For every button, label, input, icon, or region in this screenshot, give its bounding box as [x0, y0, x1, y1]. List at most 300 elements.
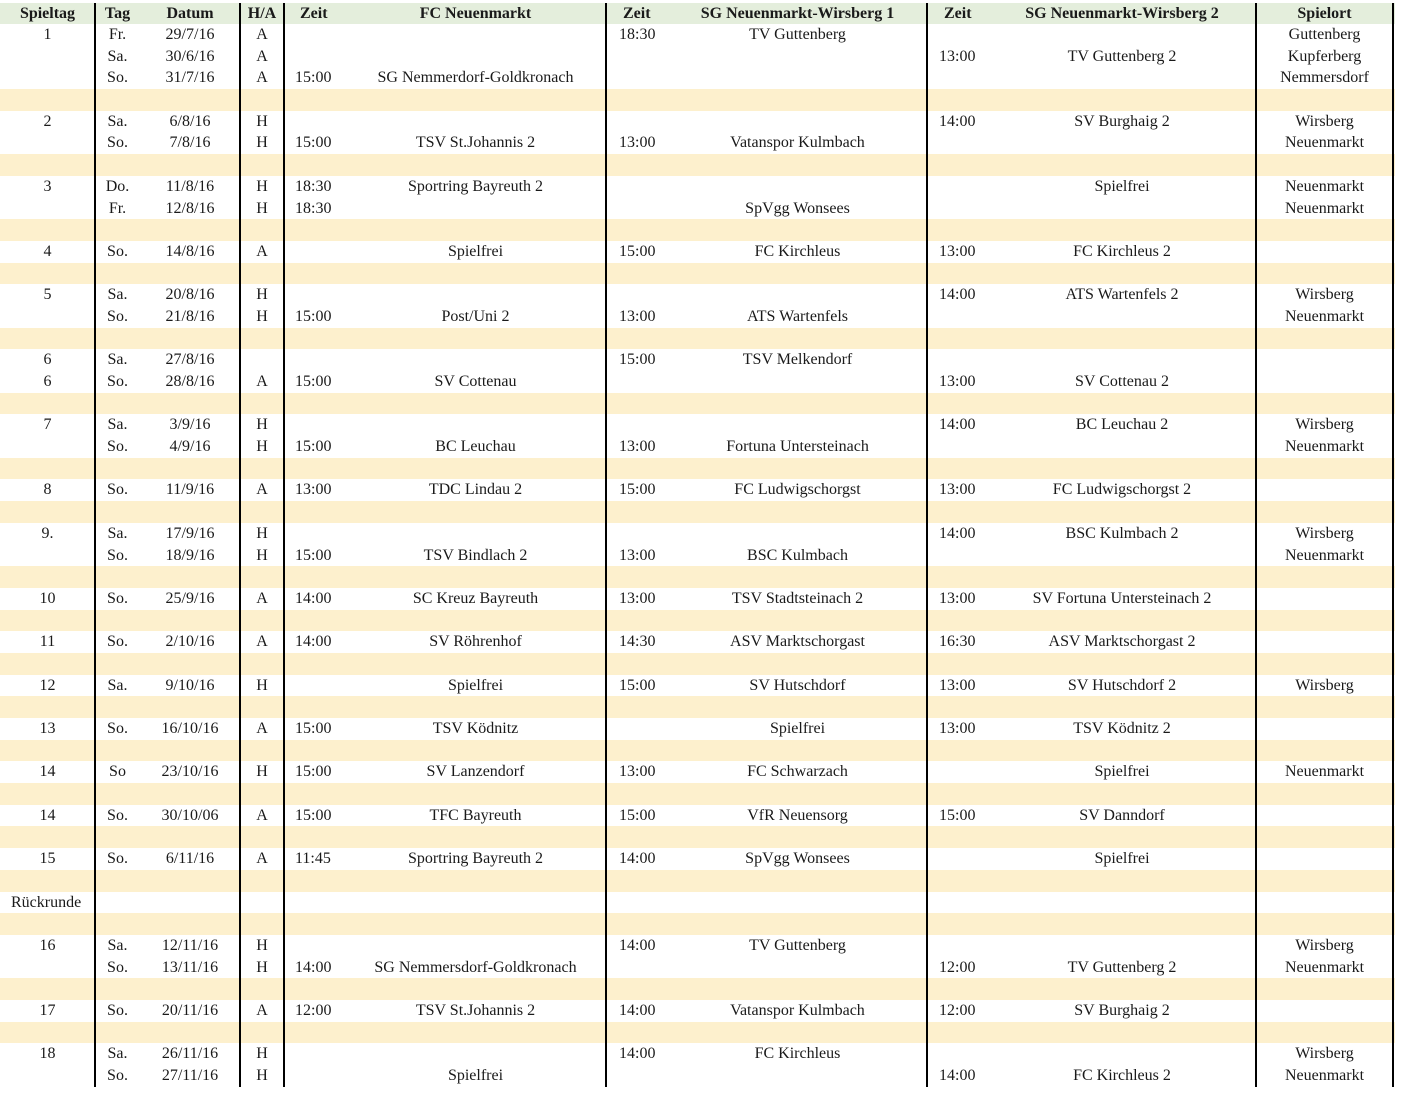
- cell-heim-auswaerts: H: [256, 134, 268, 152]
- separator-row: [0, 913, 1395, 935]
- cell-spielort: Wirsberg: [1295, 936, 1354, 954]
- cell-zeit-fc: [284, 1065, 344, 1087]
- cell-tag: So.: [107, 481, 128, 499]
- cell-spielort: [1256, 349, 1393, 371]
- cell-tag-datum: [95, 284, 240, 306]
- cell-gegner-fc: [344, 46, 607, 68]
- cell-gegner-sg1: Vatanspor Kulmbach: [730, 134, 865, 152]
- separator-row: [0, 783, 1395, 805]
- cell-spieltag: [0, 46, 95, 68]
- cell-spielort: Wirsberg: [1295, 676, 1354, 694]
- cell-datum: 11/9/16: [165, 481, 215, 499]
- cell-spieltag: 15: [39, 850, 56, 868]
- cell-zeit-sg1: 14:00: [619, 936, 656, 954]
- separator-row: [0, 870, 1395, 892]
- cell-gegner-fc: BC Leuchau: [435, 438, 516, 456]
- cell-tag: So.: [107, 850, 128, 868]
- cell-gegner-sg1: [667, 371, 928, 393]
- cell-heim-auswaerts: H: [256, 286, 268, 304]
- cell-spielort: Wirsberg: [1295, 416, 1354, 434]
- cell-zeit-sg2: 12:00: [939, 958, 976, 976]
- cell-spielort: [1256, 805, 1393, 827]
- cell-spieltag: 4: [43, 242, 52, 260]
- cell-spieltag: 9.: [41, 524, 54, 542]
- table-row: [0, 957, 1395, 979]
- cell-heim-auswaerts: H: [256, 112, 268, 130]
- cell-zeit-sg1: 13:00: [619, 438, 656, 456]
- cell-spieltag: 6: [43, 351, 52, 369]
- separator-row: [0, 1022, 1395, 1044]
- cell-gegner-fc: [344, 284, 607, 306]
- cell-gegner-fc: [344, 1043, 607, 1065]
- cell-zeit-sg1: [607, 284, 667, 306]
- cell-gegner-fc: [344, 349, 607, 371]
- cell-gegner-sg1: [667, 523, 928, 545]
- cell-gegner-sg1: TSV Melkendorf: [742, 351, 853, 369]
- cell-tag-datum: [95, 545, 240, 567]
- cell-tag: Sa.: [107, 112, 128, 130]
- table-row: [0, 414, 1395, 436]
- cell-gegner-fc: [344, 414, 607, 436]
- cell-tag-datum: [95, 67, 240, 89]
- cell-gegner-sg2: [988, 67, 1256, 89]
- cell-tag-datum: [95, 523, 240, 545]
- header-zeit-2: Zeit: [623, 5, 651, 22]
- cell-gegner-sg2: [988, 24, 1256, 46]
- header-ha: H/A: [247, 5, 277, 22]
- cell-tag-datum: [95, 198, 240, 220]
- cell-zeit-sg2: 14:00: [939, 112, 976, 130]
- cell-zeit-sg1: 14:00: [619, 1001, 656, 1019]
- cell-gegner-sg2: ATS Wartenfels 2: [1065, 286, 1179, 304]
- section-row: [0, 892, 1395, 914]
- cell-zeit-sg2: 13:00: [939, 589, 976, 607]
- cell-heim-auswaerts: A: [256, 1001, 268, 1019]
- cell-gegner-fc: TSV St.Johannis 2: [415, 134, 536, 152]
- cell-datum: 31/7/16: [165, 69, 215, 87]
- cell-tag-datum: [95, 349, 240, 371]
- cell-gegner-sg1: ASV Marktschorgast: [730, 633, 865, 651]
- cell-gegner-sg1: [667, 1065, 928, 1087]
- cell-zeit-fc: [284, 414, 344, 436]
- cell-gegner-sg2: ASV Marktschorgast 2: [1048, 633, 1196, 651]
- cell-gegner-fc: TSV St.Johannis 2: [415, 1001, 536, 1019]
- header-zeit-1: Zeit: [300, 5, 328, 22]
- cell-spielort: Neuenmarkt: [1284, 1067, 1365, 1084]
- separator-row: [0, 566, 1395, 588]
- cell-spielort: Guttenberg: [1288, 26, 1361, 43]
- table-row: [0, 349, 1395, 371]
- cell-spielort: Neuenmarkt: [1284, 199, 1365, 217]
- cell-spieltag: 18: [39, 1045, 56, 1063]
- cell-heim-auswaerts: H: [256, 546, 268, 564]
- header-team-sg-1: SG Neuenmarkt-Wirsberg 1: [700, 5, 895, 22]
- column-divider: [926, 3, 928, 1087]
- cell-tag-datum: [95, 631, 240, 653]
- cell-gegner-sg1: TV Guttenberg: [749, 26, 846, 43]
- cell-spielort: Wirsberg: [1295, 1045, 1354, 1063]
- cell-zeit-fc: [284, 284, 344, 306]
- cell-zeit-fc: 15:00: [295, 307, 332, 325]
- cell-datum: 17/9/16: [165, 524, 215, 542]
- cell-zeit-fc: 15:00: [295, 763, 332, 781]
- cell-zeit-sg2: [928, 935, 988, 957]
- separator-row: [0, 328, 1395, 350]
- cell-spieltag: [0, 436, 95, 458]
- cell-gegner-sg2: [988, 306, 1256, 328]
- cell-zeit-sg2: 13:00: [939, 481, 976, 499]
- cell-spielort: Wirsberg: [1295, 286, 1354, 304]
- separator-row: [0, 610, 1395, 632]
- cell-datum: 9/10/16: [165, 676, 215, 694]
- cell-tag: Sa.: [107, 936, 128, 954]
- cell-gegner-fc: [344, 198, 607, 220]
- cell-tag: So.: [107, 242, 128, 260]
- cell-gegner-sg2: [988, 545, 1256, 567]
- cell-tag-datum: [95, 1043, 240, 1065]
- cell-datum: 14/8/16: [165, 242, 215, 260]
- cell-tag: Sa.: [107, 416, 128, 434]
- cell-gegner-sg2: SV Hutschdorf 2: [1067, 676, 1177, 694]
- header-team-sg-2: SG Neuenmarkt-Wirsberg 2: [1025, 5, 1219, 22]
- table-row: [0, 479, 1395, 501]
- header-datum: Datum: [166, 5, 214, 22]
- cell-zeit-sg2: [928, 1043, 988, 1065]
- cell-zeit-fc: 18:30: [295, 199, 332, 217]
- cell-spieltag: [0, 957, 95, 979]
- cell-gegner-fc: SV Röhrenhof: [429, 633, 522, 651]
- cell-zeit-sg2: [928, 761, 988, 783]
- cell-gegner-sg2: SV Burghaig 2: [1074, 112, 1170, 130]
- cell-datum: 30/10/06: [161, 806, 219, 824]
- cell-zeit-fc: 13:00: [295, 481, 332, 499]
- column-divider: [1392, 3, 1394, 1087]
- column-divider: [94, 3, 96, 1087]
- cell-zeit-fc: 15:00: [295, 720, 332, 737]
- cell-gegner-fc: [344, 523, 607, 545]
- cell-spielort: Neuenmarkt: [1284, 958, 1365, 976]
- cell-zeit-sg1: 14:00: [619, 1045, 656, 1063]
- cell-gegner-sg1: FC Kirchleus: [754, 1045, 841, 1063]
- cell-heim-auswaerts: H: [256, 524, 268, 542]
- cell-gegner-sg2: Spielfrei: [1094, 177, 1150, 195]
- cell-heim-auswaerts: A: [256, 373, 268, 390]
- cell-heim-auswaerts: H: [256, 958, 268, 976]
- cell-zeit-fc: [284, 935, 344, 957]
- table-row: [0, 545, 1395, 567]
- cell-zeit-sg1: 15:00: [619, 676, 656, 694]
- cell-tag: So.: [107, 806, 128, 824]
- cell-heim-auswaerts: H: [256, 1045, 268, 1063]
- header-spieltag: Spieltag: [19, 5, 76, 22]
- cell-tag: So: [109, 763, 126, 781]
- cell-gegner-fc: [344, 111, 607, 133]
- cell-gegner-sg1: [667, 46, 928, 68]
- cell-tag-datum: [95, 176, 240, 198]
- cell-datum: 23/10/16: [161, 763, 219, 781]
- header-tag-datum-group: [95, 3, 240, 24]
- cell-heim-auswaerts: A: [256, 69, 268, 87]
- cell-datum: 28/8/16: [165, 373, 215, 390]
- cell-gegner-sg2: [988, 935, 1256, 957]
- cell-heim-auswaerts: A: [256, 589, 268, 607]
- cell-tag: So.: [107, 134, 128, 152]
- cell-tag: Sa.: [107, 47, 128, 65]
- cell-spieltag: 17: [39, 1001, 56, 1019]
- table-row: [0, 1043, 1395, 1065]
- cell-heim-auswaerts: H: [256, 438, 268, 456]
- cell-spieltag: 14: [39, 806, 56, 824]
- cell-zeit-fc: [284, 1043, 344, 1065]
- cell-heim-auswaerts: H: [256, 763, 268, 781]
- cell-zeit-sg2: 12:00: [939, 1001, 976, 1019]
- cell-tag-datum: [95, 718, 240, 740]
- cell-gegner-sg2: SV Cottenau 2: [1075, 373, 1169, 390]
- cell-spieltag: 1: [43, 26, 52, 43]
- separator-row: [0, 653, 1395, 675]
- cell-gegner-sg1: [667, 176, 928, 198]
- cell-datum: 12/8/16: [165, 199, 215, 217]
- cell-datum: 20/11/16: [161, 1001, 219, 1019]
- table-row: [0, 761, 1395, 783]
- cell-zeit-sg2: [928, 436, 988, 458]
- table-row: [0, 848, 1395, 870]
- cell-tag: So.: [107, 373, 128, 390]
- cell-gegner-fc: Sportring Bayreuth 2: [407, 850, 544, 868]
- cell-zeit-sg2: [928, 198, 988, 220]
- cell-tag-datum: [95, 479, 240, 501]
- cell-datum: 16/10/16: [161, 720, 219, 737]
- cell-zeit-sg2: 15:00: [939, 806, 976, 824]
- cell-tag-datum: [95, 848, 240, 870]
- cell-tag: So.: [107, 307, 128, 325]
- cell-zeit-sg1: [607, 176, 667, 198]
- separator-row: [0, 89, 1395, 111]
- table-row: [0, 306, 1395, 328]
- cell-heim-auswaerts: A: [256, 242, 268, 260]
- cell-datum: 6/11/16: [165, 850, 215, 868]
- cell-zeit-sg1: 13:00: [619, 763, 656, 781]
- cell-zeit-fc: [284, 523, 344, 545]
- cell-zeit-sg1: [607, 523, 667, 545]
- cell-tag: So.: [107, 720, 128, 737]
- table-row: [0, 805, 1395, 827]
- cell-tag-datum: [95, 306, 240, 328]
- cell-spielort: Kupferberg: [1287, 47, 1362, 65]
- cell-datum: 13/11/16: [161, 958, 219, 976]
- cell-datum: 21/8/16: [165, 307, 215, 325]
- cell-spieltag: 5: [43, 286, 52, 304]
- separator-row: [0, 219, 1395, 241]
- cell-zeit-fc: 15:00: [295, 806, 332, 824]
- table-row: [0, 436, 1395, 458]
- cell-spieltag: 14: [39, 763, 56, 781]
- cell-gegner-sg1: SpVgg Wonsees: [745, 850, 850, 868]
- cell-tag: So.: [107, 1067, 128, 1084]
- cell-gegner-fc: [344, 24, 607, 46]
- cell-tag: Sa.: [107, 1045, 128, 1063]
- table-row: [0, 24, 1395, 46]
- cell-zeit-sg2: 14:00: [939, 1067, 976, 1084]
- table-row: [0, 284, 1395, 306]
- cell-spieltag: 7: [43, 416, 52, 434]
- cell-zeit-sg2: 14:00: [939, 286, 976, 304]
- cell-datum: 11/8/16: [165, 177, 215, 195]
- cell-spielort: [1256, 241, 1393, 263]
- cell-gegner-sg2: Spielfrei: [1094, 850, 1150, 868]
- cell-tag-datum: [95, 761, 240, 783]
- cell-heim-auswaerts: H: [256, 307, 268, 325]
- cell-gegner-sg1: BSC Kulmbach: [747, 546, 848, 564]
- cell-zeit-sg1: [607, 414, 667, 436]
- cell-spielort: Nemmersdorf: [1280, 69, 1369, 87]
- cell-zeit-sg2: 13:00: [939, 47, 976, 65]
- cell-spieltag: 8: [43, 481, 52, 499]
- cell-gegner-sg2: SV Fortuna Untersteinach 2: [1032, 589, 1212, 607]
- cell-tag-datum: [95, 132, 240, 154]
- column-divider: [239, 3, 241, 1087]
- cell-zeit-sg1: 14:00: [619, 850, 656, 868]
- cell-gegner-sg1: TSV Stadtsteinach 2: [731, 589, 864, 607]
- cell-tag: Sa.: [107, 524, 128, 542]
- cell-zeit-sg1: 15:00: [619, 242, 656, 260]
- cell-tag-datum: [95, 1000, 240, 1022]
- cell-spieltag: [0, 306, 95, 328]
- cell-gegner-sg2: TSV Ködnitz 2: [1073, 720, 1171, 737]
- cell-spielort: Neuenmarkt: [1284, 763, 1365, 781]
- cell-heim-auswaerts: [240, 349, 284, 371]
- cell-gegner-sg1: [667, 284, 928, 306]
- cell-gegner-fc: TFC Bayreuth: [429, 806, 522, 824]
- column-divider: [605, 3, 607, 1087]
- cell-spieltag: 11: [39, 633, 56, 651]
- cell-datum: 4/9/16: [169, 438, 211, 456]
- cell-gegner-sg1: FC Kirchleus: [754, 242, 841, 260]
- cell-spielort: Neuenmarkt: [1284, 177, 1365, 195]
- cell-zeit-sg2: 16:30: [939, 633, 976, 651]
- cell-gegner-fc: TSV Ködnitz: [432, 720, 519, 737]
- cell-gegner-sg1: [667, 957, 928, 979]
- cell-gegner-sg2: FC Ludwigschorgst 2: [1052, 481, 1192, 499]
- cell-gegner-sg1: Spielfrei: [769, 720, 826, 737]
- cell-gegner-sg2: [988, 132, 1256, 154]
- cell-zeit-fc: [284, 675, 344, 697]
- separator-row: [0, 826, 1395, 848]
- table-row: [0, 588, 1395, 610]
- cell-tag-datum: [95, 1065, 240, 1087]
- cell-datum: 7/8/16: [169, 134, 211, 152]
- section-label: Rückrunde: [11, 893, 82, 911]
- cell-zeit-sg2: [928, 67, 988, 89]
- cell-gegner-sg2: SV Burghaig 2: [1074, 1001, 1170, 1019]
- cell-heim-auswaerts: A: [256, 26, 268, 43]
- table-row: [0, 241, 1395, 263]
- cell-datum: 2/10/16: [165, 633, 215, 651]
- cell-zeit-sg1: [607, 371, 667, 393]
- table-row: [0, 1065, 1395, 1087]
- cell-zeit-sg2: [928, 306, 988, 328]
- cell-zeit-sg2: 13:00: [939, 373, 976, 390]
- separator-row: [0, 978, 1395, 1000]
- cell-gegner-fc: Spielfrei: [447, 676, 504, 694]
- header-tag: Tag: [104, 5, 131, 22]
- column-divider: [283, 3, 285, 1087]
- cell-zeit-sg1: 15:00: [619, 351, 656, 369]
- cell-zeit-sg2: [928, 132, 988, 154]
- cell-tag: Fr.: [108, 26, 127, 43]
- cell-tag-datum: [95, 414, 240, 436]
- table-row: [0, 1000, 1395, 1022]
- cell-tag-datum: [95, 805, 240, 827]
- cell-zeit-sg1: 18:30: [619, 26, 656, 43]
- cell-spielort: Neuenmarkt: [1284, 438, 1365, 456]
- cell-spielort: Wirsberg: [1295, 112, 1354, 130]
- cell-spieltag: [0, 545, 95, 567]
- cell-tag: So.: [107, 958, 128, 976]
- header-row: [0, 3, 1395, 24]
- cell-gegner-fc: Spielfrei: [447, 1067, 504, 1084]
- separator-row: [0, 458, 1395, 480]
- cell-tag-datum: [95, 46, 240, 68]
- cell-tag: So.: [107, 438, 128, 456]
- cell-datum: 18/9/16: [165, 546, 215, 564]
- table-row: [0, 132, 1395, 154]
- cell-gegner-fc: TSV Bindlach 2: [423, 546, 528, 564]
- fixture-table: [0, 3, 1395, 1087]
- cell-zeit-sg1: [607, 198, 667, 220]
- cell-tag: So.: [107, 589, 128, 607]
- cell-zeit-fc: 15:00: [295, 134, 332, 152]
- cell-datum: 26/11/16: [161, 1045, 219, 1063]
- cell-gegner-sg1: SpVgg Wonsees: [745, 199, 850, 217]
- cell-zeit-sg2: 13:00: [939, 720, 976, 737]
- cell-datum: 25/9/16: [165, 589, 215, 607]
- cell-zeit-sg2: [928, 545, 988, 567]
- cell-zeit-sg2: [928, 349, 988, 371]
- cell-gegner-sg1: Fortuna Untersteinach: [726, 438, 869, 456]
- cell-gegner-sg1: [667, 67, 928, 89]
- cell-spieltag: 3: [43, 177, 52, 195]
- cell-gegner-sg2: TV Guttenberg 2: [1067, 47, 1177, 65]
- cell-zeit-sg2: 13:00: [939, 676, 976, 694]
- cell-gegner-fc: Post/Uni 2: [441, 307, 510, 325]
- cell-zeit-sg1: [607, 1065, 667, 1087]
- table-row: [0, 46, 1395, 68]
- cell-zeit-fc: [284, 46, 344, 68]
- cell-zeit-sg1: [607, 957, 667, 979]
- cell-spieltag: 6: [43, 373, 52, 390]
- table-row: [0, 111, 1395, 133]
- cell-heim-auswaerts: A: [256, 720, 268, 737]
- cell-datum: 29/7/16: [165, 26, 215, 43]
- cell-tag: Sa.: [107, 351, 128, 369]
- cell-zeit-sg1: 13:00: [619, 546, 656, 564]
- table-row: [0, 523, 1395, 545]
- cell-zeit-fc: 18:30: [295, 177, 332, 195]
- table-row: [0, 176, 1395, 198]
- cell-zeit-fc: [284, 111, 344, 133]
- cell-spieltag: [0, 67, 95, 89]
- cell-zeit-fc: 15:00: [295, 438, 332, 456]
- cell-zeit-fc: 12:00: [295, 1001, 332, 1019]
- separator-row: [0, 393, 1395, 415]
- cell-gegner-fc: SC Kreuz Bayreuth: [412, 589, 539, 607]
- cell-tag: So.: [107, 633, 128, 651]
- cell-gegner-sg2: [988, 349, 1256, 371]
- cell-gegner-fc: SG Nemmersdorf-Goldkronach: [374, 958, 577, 976]
- cell-zeit-sg1: [607, 46, 667, 68]
- cell-tag-datum: [95, 675, 240, 697]
